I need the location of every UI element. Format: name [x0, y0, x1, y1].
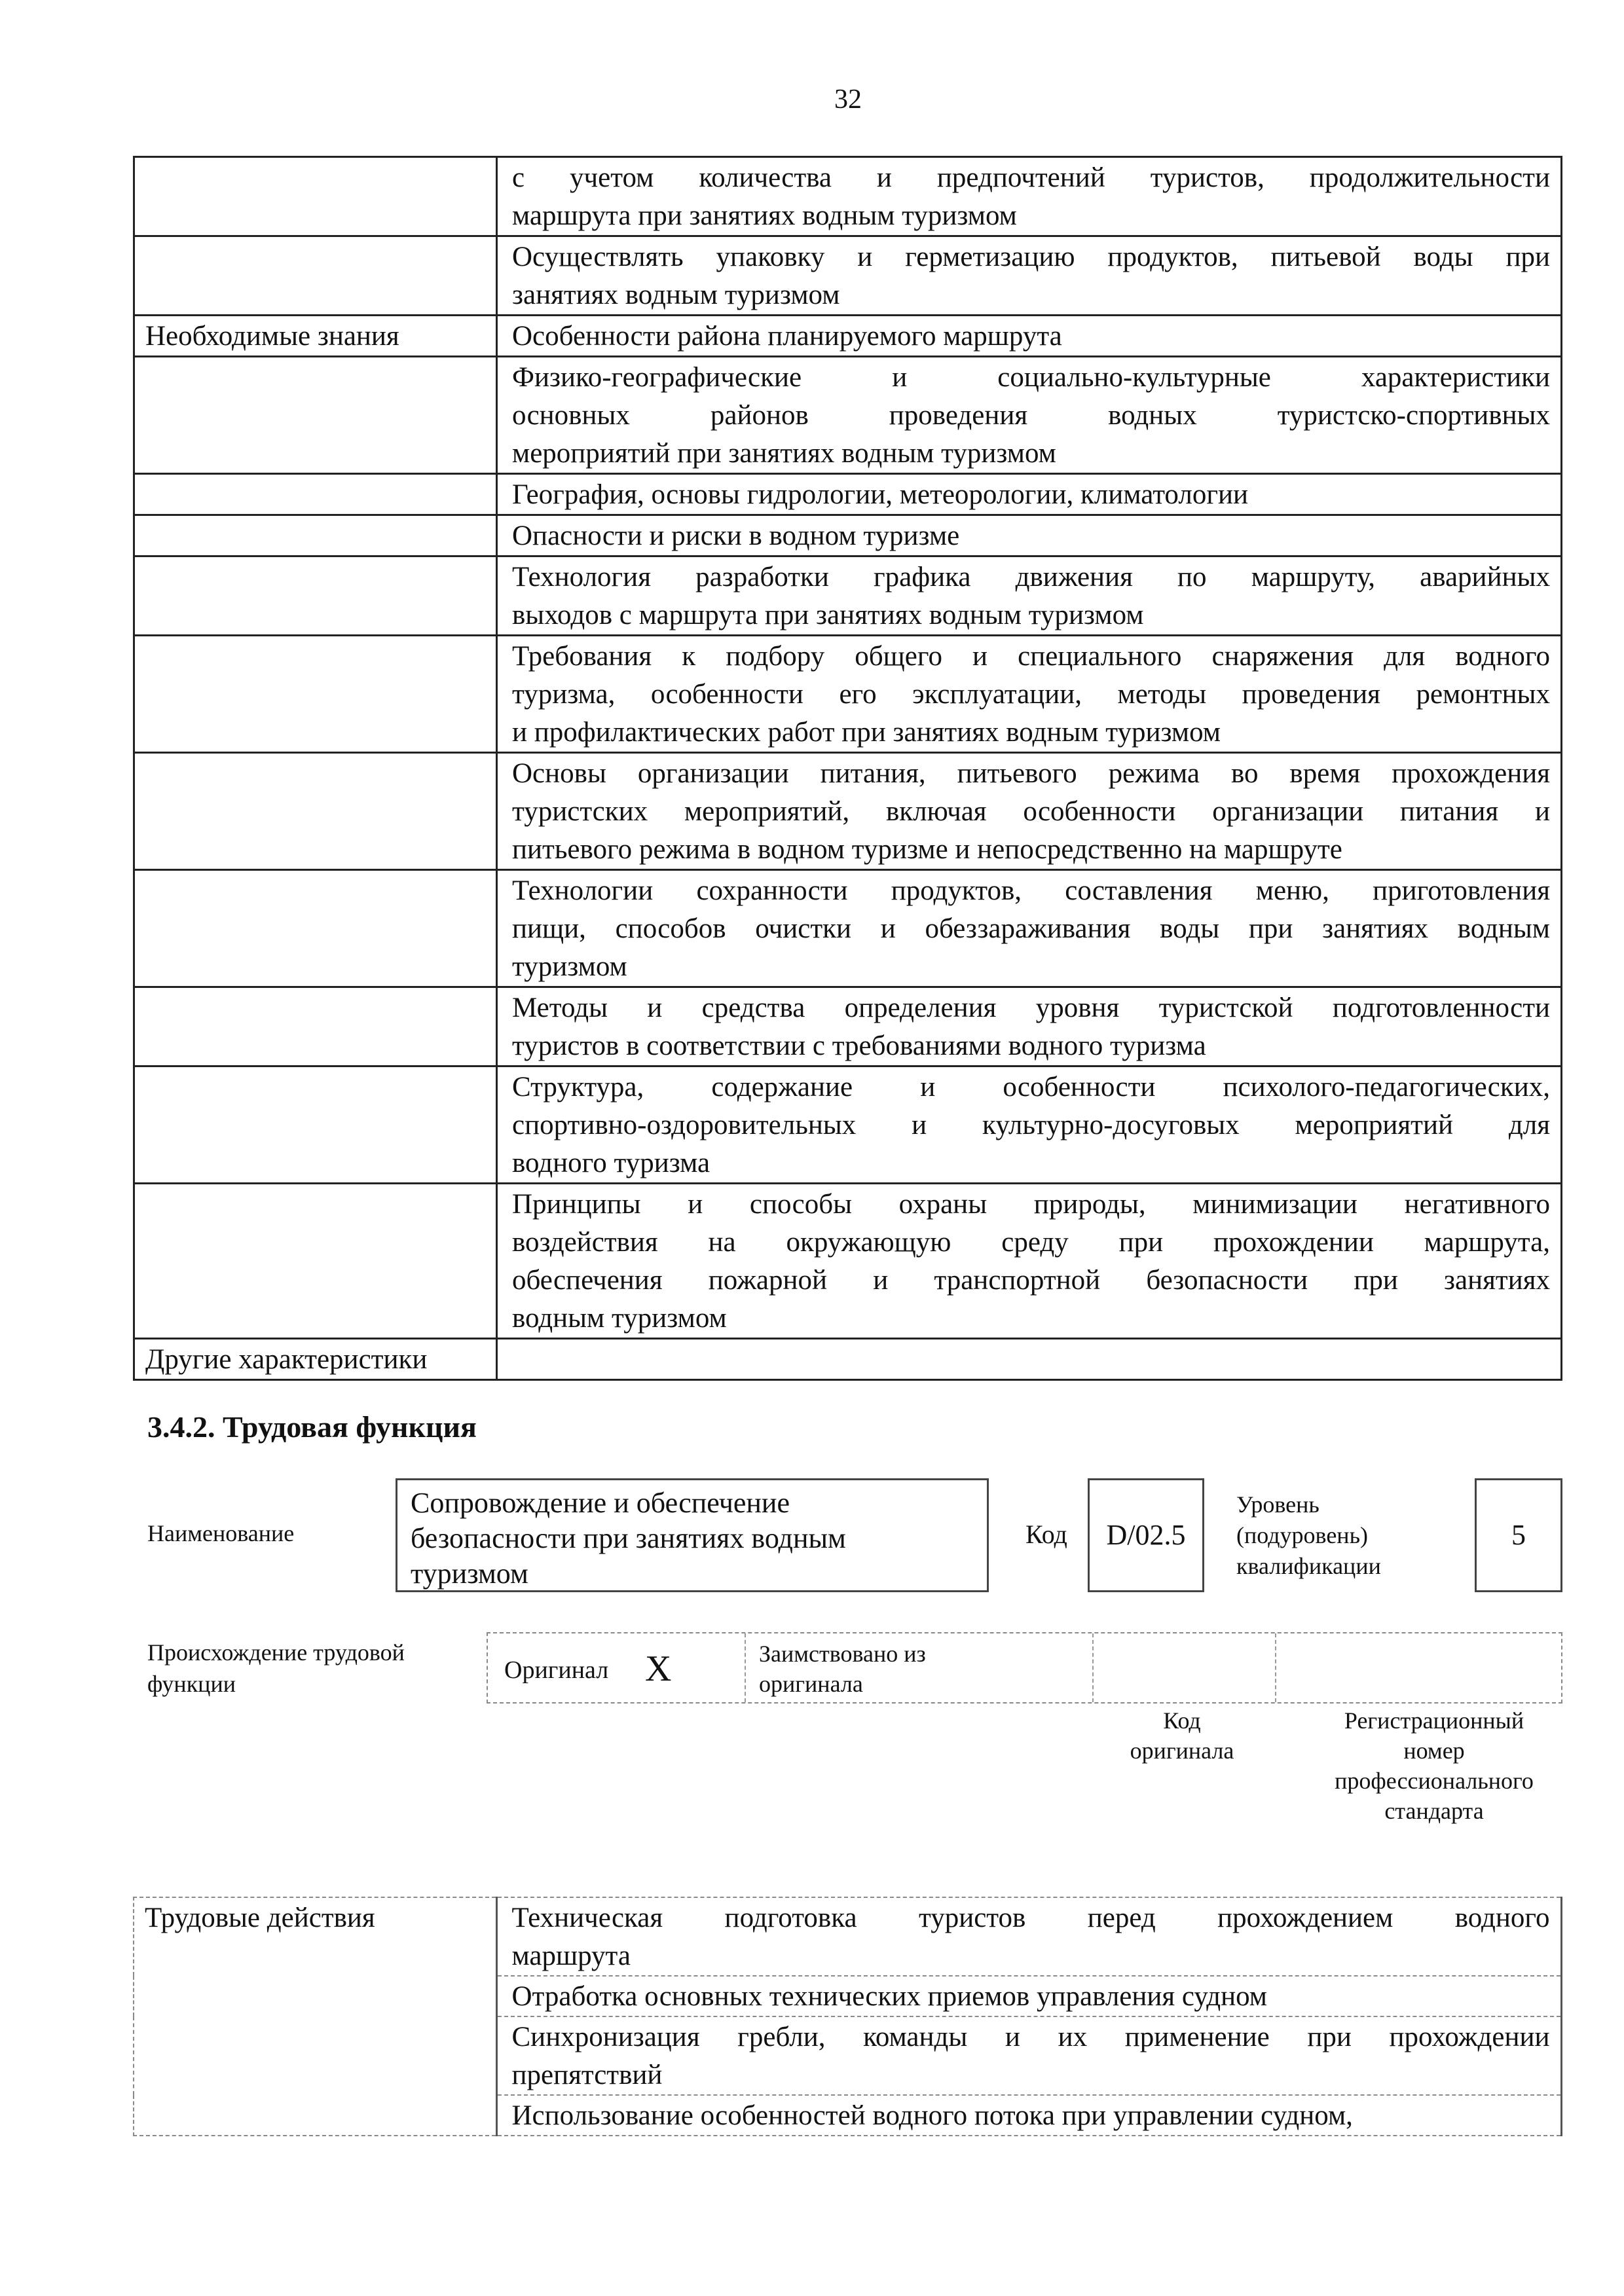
item-line: основных районов проведения водных туристско-спортивных — [512, 400, 1550, 431]
row-item — [497, 474, 1562, 515]
origin-label-line: функции — [147, 1671, 236, 1697]
table-row — [134, 357, 1562, 474]
borrowed-label-line: оригинала — [759, 1671, 863, 1697]
actions-label-text: Трудовые действия — [145, 1903, 375, 1933]
row-label — [134, 753, 497, 870]
item-line: препятствий — [511, 2060, 663, 2090]
row-label — [134, 316, 497, 357]
item-line: питьевого режима в водном туризме и непосредственно на маршруте — [512, 834, 1342, 865]
item-line: с учетом количества и предпочтений туристов, продолжительности — [512, 162, 1550, 193]
table-row — [134, 1339, 1562, 1380]
item-line: Требования к подбору общего и специального снаряжения для водного — [512, 641, 1550, 672]
table-row — [134, 987, 1562, 1066]
item-line: маршрута при занятиях водным туризмом — [512, 200, 1017, 231]
borrowed-label — [759, 1639, 926, 1699]
row-label-text: Необходимые знания — [145, 321, 399, 352]
origin-reg-number-cell — [1276, 1633, 1561, 1702]
actions-table — [133, 1897, 1562, 2136]
item-line: спортивно-оздоровительных и культурно-досуговых мероприятий для — [512, 1110, 1550, 1140]
row-item — [497, 870, 1562, 987]
item-line: занятиях водным туризмом — [512, 280, 840, 310]
caption-original-code — [1084, 1705, 1280, 1766]
item-line: Физико-географические и социально-культурные характеристики — [512, 362, 1550, 393]
caption-line: профессионального — [1335, 1768, 1534, 1794]
item-line: Техническая подготовка туристов перед прохождением водного — [511, 1903, 1550, 1933]
name-label: Наименование — [147, 1520, 295, 1546]
row-item — [497, 556, 1562, 636]
row-item — [497, 1066, 1562, 1184]
knowledge-table — [133, 156, 1562, 1381]
item-line: Методы и средства определения уровня туристской подготовленности — [512, 993, 1550, 1023]
borrowed-label-line: Заимствовано из — [759, 1641, 926, 1667]
row-item — [497, 987, 1562, 1066]
row-label — [134, 870, 497, 987]
item-line: водного туризма — [512, 1148, 710, 1178]
item-line: туристов в соответствии с требованиями водного туризма — [512, 1030, 1206, 1061]
function-name-line: туризмом — [411, 1558, 528, 1590]
row-label — [134, 1066, 497, 1184]
item-line: туризма, особенности его эксплуатации, методы проведения ремонтных — [512, 679, 1550, 710]
action-item — [496, 1976, 1561, 2016]
section-heading: 3.4.2. Трудовая функция — [147, 1410, 477, 1444]
item-line: маршрута — [511, 1941, 631, 1971]
item-line: Технология разработки графика движения по маршруту, аварийных — [512, 562, 1550, 592]
row-item — [497, 515, 1562, 556]
table-row — [134, 636, 1562, 753]
function-name-box — [396, 1478, 989, 1592]
table-row — [134, 1066, 1562, 1184]
item-line: Принципы и способы охраны природы, минимизации негативного — [512, 1189, 1550, 1220]
table-row — [134, 515, 1562, 556]
row-item — [497, 316, 1562, 357]
item-line: мероприятий при занятиях водным туризмом — [512, 438, 1056, 469]
actions-label — [134, 1897, 496, 2136]
action-item — [496, 1897, 1561, 1976]
caption-line: Код — [1163, 1707, 1201, 1734]
item-line: водным туризмом — [512, 1303, 727, 1334]
page-number: 32 — [834, 84, 862, 115]
table-row — [134, 753, 1562, 870]
original-label: Оригинал — [504, 1656, 609, 1684]
level-label-line: Уровень — [1236, 1491, 1320, 1518]
origin-row — [487, 1632, 1562, 1704]
item-line: Синхронизация гребли, команды и их применение при прохождении — [511, 2022, 1550, 2052]
item-line: туризмом — [512, 951, 627, 982]
action-item — [496, 2016, 1561, 2095]
row-item — [497, 753, 1562, 870]
row-label — [134, 357, 497, 474]
item-line: воздействия на окружающую среду при прохождении маршрута, — [512, 1227, 1550, 1258]
origin-original-cell — [488, 1633, 746, 1702]
row-label — [134, 1339, 497, 1380]
item-line: География, основы гидрологии, метеорологии, климатологии — [512, 479, 1248, 510]
item-line: обеспечения пожарной и транспортной безопасности при занятиях — [512, 1265, 1550, 1296]
row-label — [134, 1184, 497, 1339]
caption-line: стандарта — [1384, 1798, 1484, 1824]
code-value: D/02.5 — [1088, 1478, 1204, 1592]
item-line: Опасности и риски в водном туризме — [512, 520, 960, 551]
row-item — [497, 636, 1562, 753]
row-item — [497, 236, 1562, 316]
table-row — [134, 157, 1562, 236]
table-row — [134, 556, 1562, 636]
item-line: Основы организации питания, питьевого режима во время прохождения — [512, 758, 1550, 789]
row-label — [134, 474, 497, 515]
item-line: Осуществлять упаковку и герметизацию продуктов, питьевой воды при — [512, 242, 1550, 272]
origin-label — [147, 1637, 405, 1700]
table-row — [134, 870, 1562, 987]
row-label — [134, 987, 497, 1066]
caption-line: оригинала — [1130, 1738, 1234, 1764]
item-line: Особенности района планируемого маршрута — [512, 321, 1062, 352]
table-row — [134, 316, 1562, 357]
row-label — [134, 157, 497, 236]
item-line: туристских мероприятий, включая особенности организации питания и — [512, 796, 1550, 827]
item-line: выходов с маршрута при занятиях водным туризмом — [512, 600, 1144, 630]
caption-line: Регистрационный — [1344, 1707, 1524, 1734]
level-label — [1236, 1489, 1381, 1582]
table-row — [134, 236, 1562, 316]
row-label — [134, 236, 497, 316]
item-line: пищи, способов очистки и обеззараживания воды при занятиях водным — [512, 913, 1550, 944]
row-item — [497, 357, 1562, 474]
row-item — [497, 1339, 1562, 1380]
table-row — [134, 1897, 1561, 1976]
row-label — [134, 636, 497, 753]
row-item — [497, 157, 1562, 236]
item-line — [512, 1341, 1550, 1379]
origin-code-cell — [1094, 1633, 1276, 1702]
row-label-text: Другие характеристики — [145, 1344, 428, 1375]
origin-label-line: Происхождение трудовой — [147, 1639, 405, 1666]
original-mark: X — [645, 1649, 672, 1689]
function-name-line: безопасности при занятиях водным — [411, 1522, 846, 1554]
table-row — [134, 1184, 1562, 1339]
item-line: Отработка основных технических приемов управления судном — [511, 1981, 1268, 2012]
item-line: Структура, содержание и особенности психолого-педагогических, — [512, 1072, 1550, 1102]
row-label — [134, 556, 497, 636]
caption-registration-number — [1303, 1705, 1565, 1826]
level-value: 5 — [1475, 1478, 1562, 1592]
caption-line: номер — [1403, 1738, 1465, 1764]
level-label-line: (подуровень) — [1236, 1522, 1368, 1548]
item-line: Технологии сохранности продуктов, составления меню, приготовления — [512, 875, 1550, 906]
row-label — [134, 515, 497, 556]
item-line: и профилактических работ при занятиях водным туризмом — [512, 717, 1221, 748]
action-item — [496, 2095, 1561, 2136]
code-label: Код — [1025, 1520, 1067, 1549]
item-line: Использование особенностей водного потока при управлении судном, — [511, 2100, 1353, 2131]
row-item — [497, 1184, 1562, 1339]
origin-borrowed-cell — [746, 1633, 1094, 1702]
table-row — [134, 474, 1562, 515]
level-label-line: квалификации — [1236, 1553, 1381, 1579]
function-name-line: Сопровождение и обеспечение — [411, 1487, 790, 1519]
